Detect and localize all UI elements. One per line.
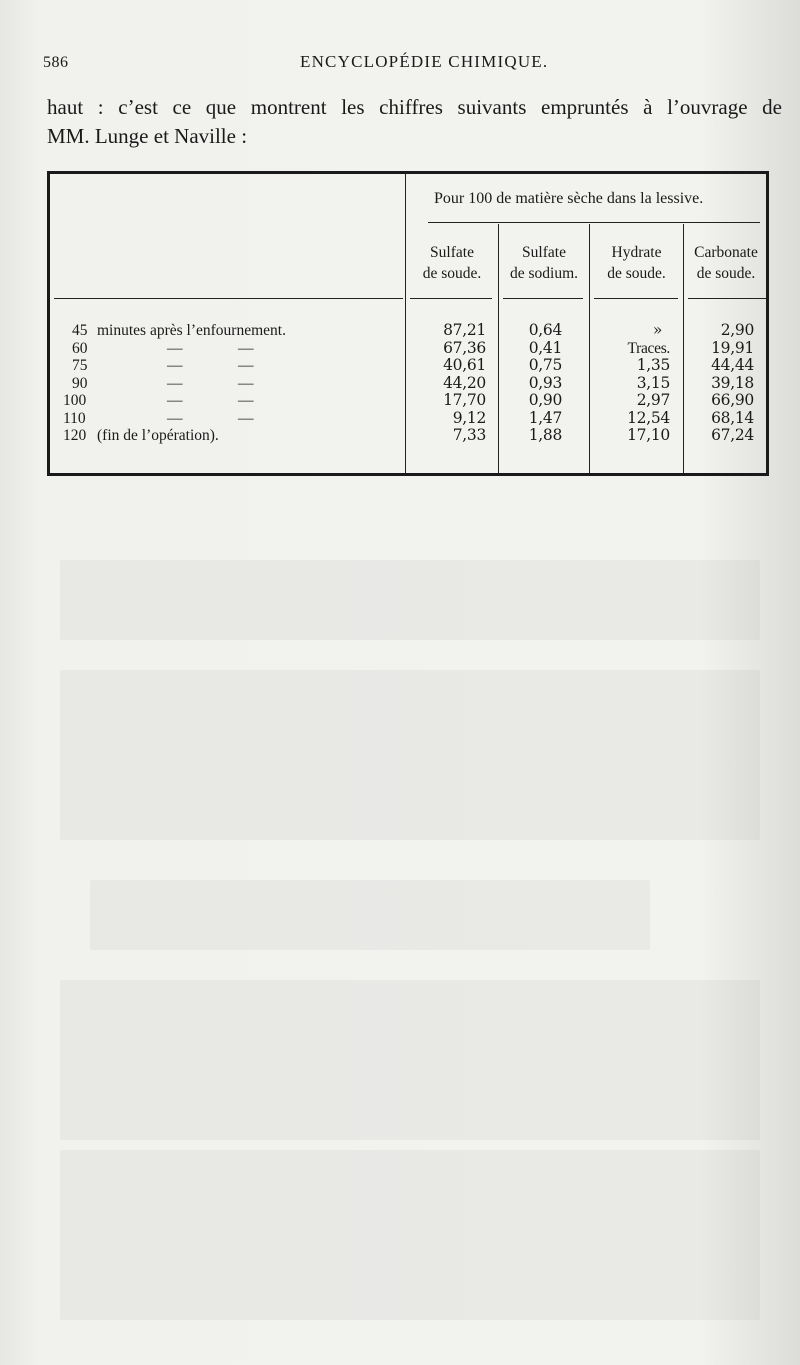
column-header-carbonate-de-soude [684, 242, 768, 284]
column-values-carbonate-de-soude [684, 322, 754, 445]
table-cell: 0,93 [528, 373, 562, 392]
header-bottom-rule [503, 298, 583, 299]
table-cell: 2,90 [720, 321, 754, 339]
column-header-line: de sodium. [509, 265, 579, 282]
ditto-dash: — [238, 409, 254, 427]
table-cell: 67,36 [443, 338, 486, 357]
table-cell: 19,91 [711, 338, 754, 357]
column-header-line: de soude. [422, 265, 482, 282]
table-cell: 17,10 [627, 426, 670, 444]
ditto-dash: — [238, 339, 254, 357]
table-cell: 2,97 [636, 391, 670, 409]
column-header-line: de soude. [607, 265, 666, 282]
column-header-line: Hydrate [611, 244, 662, 261]
bleed-through-band [90, 880, 650, 950]
row-description: minutes après l’enfournement. [97, 322, 286, 339]
column-header-sulfate-de-sodium [499, 242, 589, 284]
table-cell: 0,41 [528, 338, 562, 357]
row-description: (fin de l’opération). [97, 427, 219, 444]
table-cell: 67,24 [711, 426, 754, 444]
table-cell: 39,18 [711, 373, 754, 392]
running-header [0, 52, 800, 78]
page-number: 586 [43, 54, 69, 71]
ditto-dash: — [238, 392, 254, 409]
ditto-dash: — [167, 374, 183, 392]
table-cell: 87,21 [443, 321, 486, 339]
ditto-dash: — [167, 339, 183, 357]
ditto-dash: — [167, 392, 183, 409]
row-time: 60 [72, 339, 88, 357]
table-cell: » [652, 321, 662, 339]
table-cell: 1,88 [528, 426, 562, 444]
ditto-dash: — [238, 357, 254, 374]
group-header-rule [428, 222, 760, 223]
table-cell: Traces. [627, 339, 670, 357]
intro-paragraph [47, 93, 782, 151]
row-time: 90 [72, 374, 88, 392]
row-time: 45 [72, 322, 88, 339]
bleed-through-band [60, 670, 760, 840]
ditto-dash: — [238, 374, 254, 392]
bleed-through-band [60, 1150, 760, 1320]
bleed-through-band [60, 560, 760, 640]
header-bottom-rule [688, 298, 766, 299]
table-cell: 3,15 [636, 373, 670, 392]
table-cell: 17,70 [443, 391, 486, 409]
table-cell: 44,20 [443, 373, 486, 392]
header-bottom-rule [410, 298, 492, 299]
table-cell: 9,12 [452, 408, 486, 427]
row-time: 100 [63, 392, 87, 409]
column-values-sulfate-de-sodium [499, 322, 562, 445]
intro-line: MM. Lunge et Naville : [47, 124, 248, 148]
column-values-hydrate-de-soude [590, 322, 670, 445]
column-header-line: Carbonate [694, 244, 758, 261]
header-bottom-rule [594, 298, 678, 299]
table-cell: 1,47 [528, 408, 562, 427]
column-values-sulfate-de-soude [406, 322, 486, 445]
table-cell: 68,14 [711, 408, 754, 427]
intro-line: haut : c’est ce que montrent les chiffres suivants empruntés à l’ouvrage de [47, 95, 782, 119]
ditto-dash: — [167, 357, 183, 374]
table-cell: 1,35 [636, 356, 670, 374]
ditto-dash: — [167, 409, 183, 427]
column-header-sulfate-de-soude [406, 242, 498, 284]
table-cell: 40,61 [443, 356, 486, 374]
table-cell: 7,33 [452, 426, 486, 444]
row-time: 75 [72, 357, 88, 374]
column-header-line: de soude. [696, 265, 756, 282]
column-header-line: Sulfate [430, 244, 474, 261]
table-cell: 0,75 [528, 356, 562, 374]
table-cell: 12,54 [627, 408, 670, 427]
bleed-through-band [60, 980, 760, 1140]
group-header: Pour 100 de matière sèche dans la lessive. [434, 190, 704, 207]
data-table [47, 171, 769, 476]
table-cell: 0,90 [528, 391, 562, 409]
table-cell: 0,64 [528, 321, 562, 339]
column-header-line: Sulfate [522, 244, 566, 261]
running-title: ENCYCLOPÉDIE CHIMIQUE. [300, 52, 549, 71]
column-header-hydrate-de-soude [590, 242, 683, 284]
row-time: 120 [63, 427, 87, 444]
table-cell: 66,90 [711, 391, 754, 409]
header-bottom-rule [54, 298, 403, 299]
row-time: 110 [63, 409, 86, 427]
table-cell: 44,44 [711, 356, 754, 374]
